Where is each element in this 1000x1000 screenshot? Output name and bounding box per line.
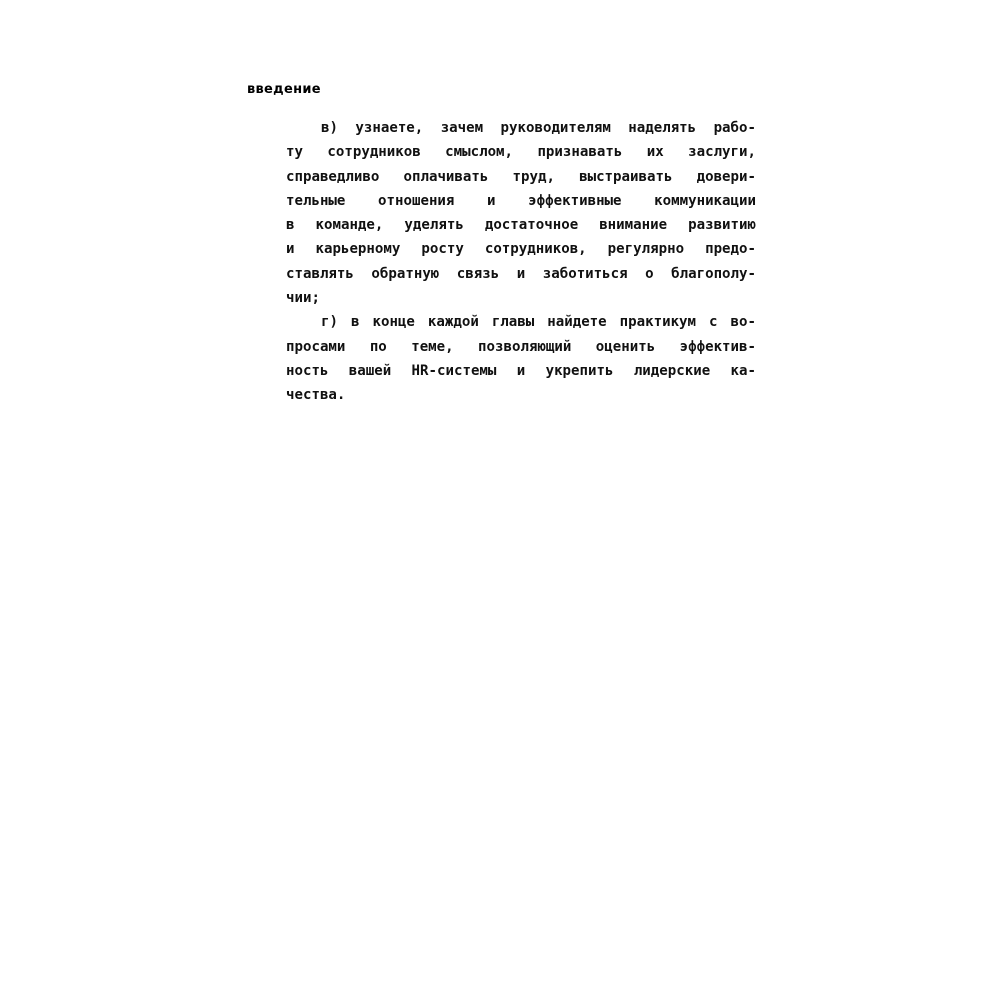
running-header-title: введение xyxy=(247,82,321,97)
text-line: и карьерному росту сотрудников, регулярно предо- xyxy=(286,241,756,258)
text-line: ность вашей HR-системы и укрепить лидерские ка- xyxy=(286,362,756,379)
body-text xyxy=(286,116,756,408)
text-line: ставлять обратную связь и заботиться о благополу- xyxy=(286,265,756,282)
paragraph-g xyxy=(286,310,756,407)
text-line: в команде, уделять достаточное внимание развитию xyxy=(286,217,756,234)
text-line: просами по теме, позволяющий оценить эффектив- xyxy=(286,338,756,355)
text-line: ту сотрудников смыслом, признавать их заслуги, xyxy=(286,144,756,161)
paragraph-v xyxy=(286,116,756,310)
text-line: в) узнаете, зачем руководителям наделять рабо- xyxy=(321,120,756,136)
text-line: чии; xyxy=(286,290,320,307)
text-line: г) в конце каждой главы найдете практикум с во- xyxy=(321,314,756,331)
text-line: чества. xyxy=(286,387,346,404)
text-line: тельные отношения и эффективные коммуникации xyxy=(286,192,756,209)
text-line: справедливо оплачивать труд, выстраивать довери- xyxy=(286,168,756,185)
